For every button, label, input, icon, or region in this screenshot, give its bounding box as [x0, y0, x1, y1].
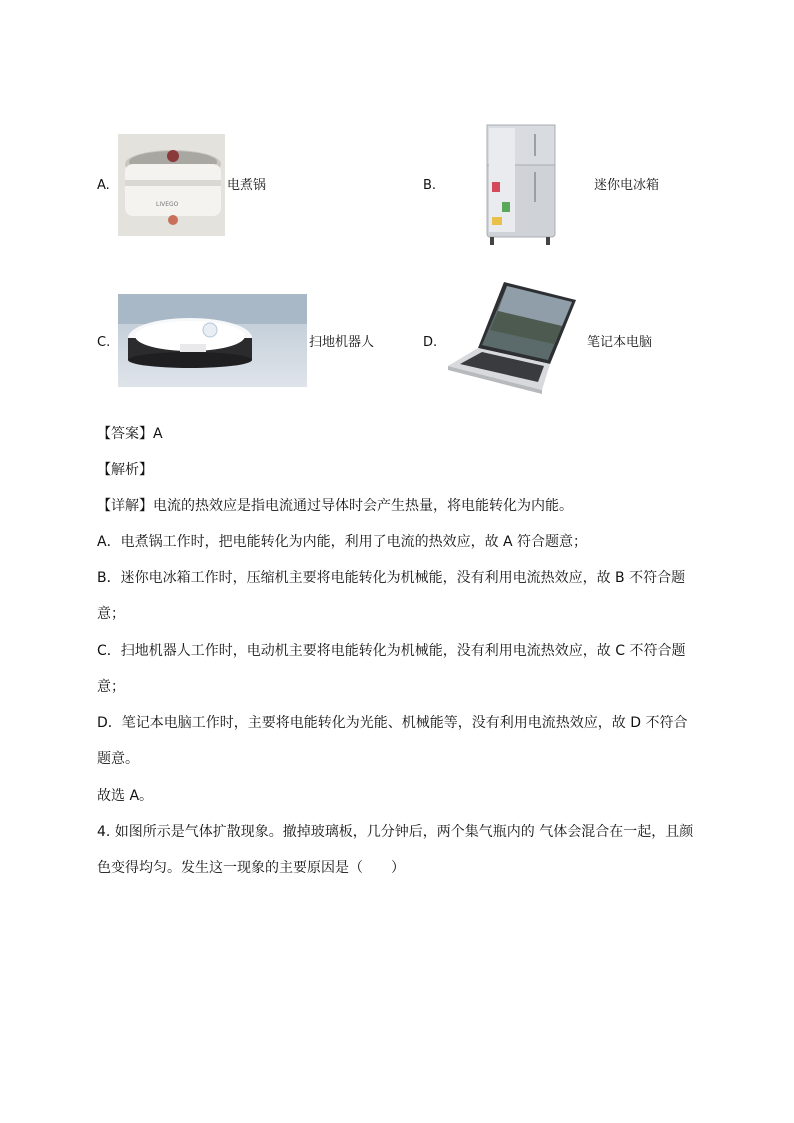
detail-line: A．电煮锅工作时，把电能转化为内能，利用了电流的热效应，故 A 符合题意；: [97, 534, 588, 550]
detail-line: 意；: [97, 606, 125, 622]
detail-line: C．扫地机器人工作时，电动机主要将电能转化为机械能，没有利用电流热效应，故 C 不符合题: [97, 643, 686, 659]
option-d-letter: D.: [423, 335, 438, 350]
option-b-letter: B.: [423, 178, 437, 193]
detail-line: 故选 A。: [97, 788, 154, 804]
detail-line: 【详解】电流的热效应是指电流通过导体时会产生热量，将电能转化为内能。: [97, 498, 573, 514]
laptop-image: [446, 278, 578, 395]
option-d-label: 笔记本电脑: [587, 335, 653, 350]
detail-line: D．笔记本电脑工作时，主要将电能转化为光能、机械能等，没有利用电流热效应，故 D 不符合: [97, 715, 688, 731]
detail-line: 意；: [97, 679, 125, 695]
option-a-label: 电煮锅: [227, 178, 267, 193]
question-4-line-2: 色变得均匀。发生这一现象的主要原因是（ ）: [97, 860, 405, 876]
option-c-letter: C.: [97, 335, 111, 350]
answer-line: 【答案】A: [97, 426, 163, 442]
detail-line: B．迷你电冰箱工作时，压缩机主要将电能转化为机械能，没有利用电流热效应，故 B 不符合题: [97, 570, 686, 586]
mini-fridge-image: [482, 122, 560, 248]
option-a-letter: A.: [97, 178, 110, 193]
cooker-brand-text: LIVEGO: [156, 201, 179, 208]
option-c-label: 扫地机器人: [309, 335, 375, 350]
question-4-line-1: 4. 如图所示是气体扩散现象。撤掉玻璃板，几分钟后，两个集气瓶内的 气体会混合在一起，且颜: [97, 824, 694, 840]
electric-cooker-image: [118, 134, 225, 236]
robot-vacuum-image: [118, 294, 307, 387]
option-b-label: 迷你电冰箱: [594, 178, 660, 193]
detail-line: 题意。: [97, 751, 139, 767]
analysis-heading: 【解析】: [97, 462, 153, 478]
